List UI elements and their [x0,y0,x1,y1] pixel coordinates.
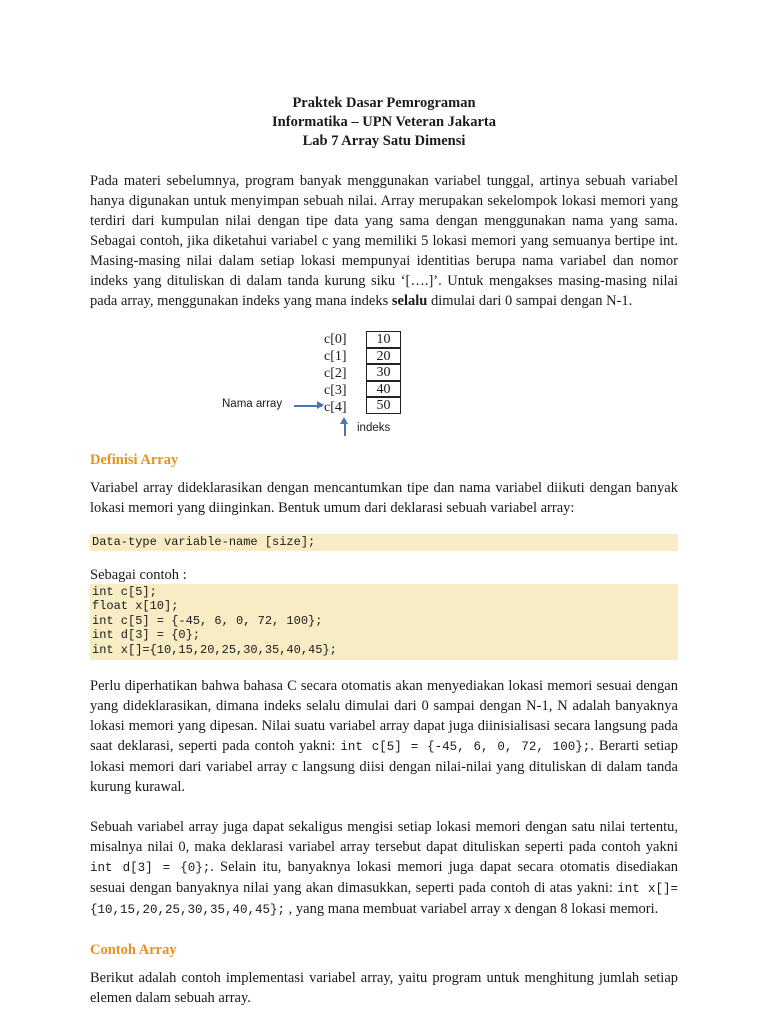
heading-definisi-array: Definisi Array [90,452,179,468]
inline-code: int x[]={10,15,20,25,30,35,40,45}; [90,882,678,917]
inline-code: int d[3] = {0}; [90,861,211,875]
code-line: int d[3] = {0}; [92,628,201,642]
emphasis-selalu: selalu [391,293,428,309]
document-page [90,94,678,1008]
inline-code: int c[5] = {-45, 6, 0, 72, 100}; [340,740,591,754]
diagram-cell-3: 40 [366,381,401,398]
index-label: indeks [357,422,391,434]
diagram-index-1: c[1] [324,349,347,364]
intro-paragraph: Pada materi sebelumnya, program banyak menggunakan variabel tunggal, artinya sebuah variabel hanya digunakan untuk menyimpan sebuah nilai. Array merupakan sekelompok lokasi memori yang terdiri dari kumpulan nilai dengan tipe data yang sama dengan menggunakan nama yang sama. Sebagai contoh, jika diketahui variabel c yang memiliki 5 lokasi memori yang semuanya bertipe int. Masing-masing nilai dalam setiap lokasi mempunyai identitias berupa nama variabel dan nomor indeks yang dituliskan di dalam tanda kurung siku ‘[….]’. Untuk mengakses masing-masing nilai pada array, menggunakan indeks yang mana indeks selalu dimulai dari 0 sampai dengan N-1. [90,173,678,309]
heading-contoh-array: Contoh Array [90,942,177,958]
array-name-label: Nama array [222,398,283,410]
diagram-index-3: c[3] [324,383,347,398]
diagram-index-4: c[4] [324,400,347,415]
diagram-cell-1: 20 [366,348,401,365]
arrow-right-icon [294,405,322,407]
diagram-index-2: c[2] [324,366,347,381]
syntax-line: Data-type variable-name [size]; [92,535,316,549]
definition-paragraph: Variabel array dideklarasikan dengan mencantumkan tipe dan nama variabel diikuti dengan banyak lokasi memori yang diinginkan. Bentuk umum dari deklarasi sebuah variabel array: [90,480,678,516]
diagram-cell-2: 30 [366,364,401,381]
diagram-cell-0: 10 [366,331,401,348]
code-line: int c[5]; [92,584,157,599]
paragraph-initialization: Sebuah variabel array juga dapat sekaligus mengisi setiap lokasi memori dengan satu nilai tertentu, misalnya nilai 0, maka deklarasi variabel array tersebut dapat dituliskan seperti pada contoh yakni int d[3] = {0};. Selain itu, banyaknya lokasi memori juga dapat secara otomatis disediakan sesuai dengan banyaknya nilai yang akan dimasukkan, seperti pada contoh di atas yakni: int x[]={10,15,20,25,30,35,40,45}; , yang mana membuat variabel array x dengan 8 lokasi memori. [90,819,678,917]
code-line: int x[]={10,15,20,25,30,35,40,45}; [92,642,337,657]
syntax-code-block [90,534,678,551]
doc-title-lab: Lab 7 Array Satu Dimensi [302,133,466,149]
paragraph-memory-allocation: Perlu diperhatikan bahwa bahasa C secara otomatis akan menyediakan lokasi memori sesuai dengan yang dideklarasikan, dimana indeks selalu dimulai dari 0 sampai dengan N-1, N adalah banyaknya lokasi memori yang dipesan. Nilai suatu variabel array dapat juga diinisialisasi secara langsung pada saat deklarasi, seperti pada contoh yakni: int c[5] = {-45, 6, 0, 72, 100};. Berarti setiap lokasi memori dari variabel array c langsung diisi dengan nilai-nilai yang dituliskan di dalam tanda kurung kurawal. [90,678,678,795]
arrow-up-icon [344,422,346,436]
code-line: int c[5] = {-45, 6, 0, 72, 100}; [92,613,323,628]
diagram-index-0: c[0] [324,332,347,347]
code-line: float x[10]; [92,599,179,613]
example-label: Sebagai contoh : [90,566,187,583]
doc-title-course: Praktek Dasar Pemrograman [292,95,476,111]
doc-title-institution: Informatika – UPN Veteran Jakarta [272,114,496,130]
diagram-cell-4: 50 [366,397,401,414]
example-code-block [90,584,678,661]
array-diagram [90,331,678,436]
example-intro-paragraph: Berikut adalah contoh implementasi variabel array, yaitu program untuk menghitung jumlah setiap elemen dalam sebuah array. [90,970,678,1006]
